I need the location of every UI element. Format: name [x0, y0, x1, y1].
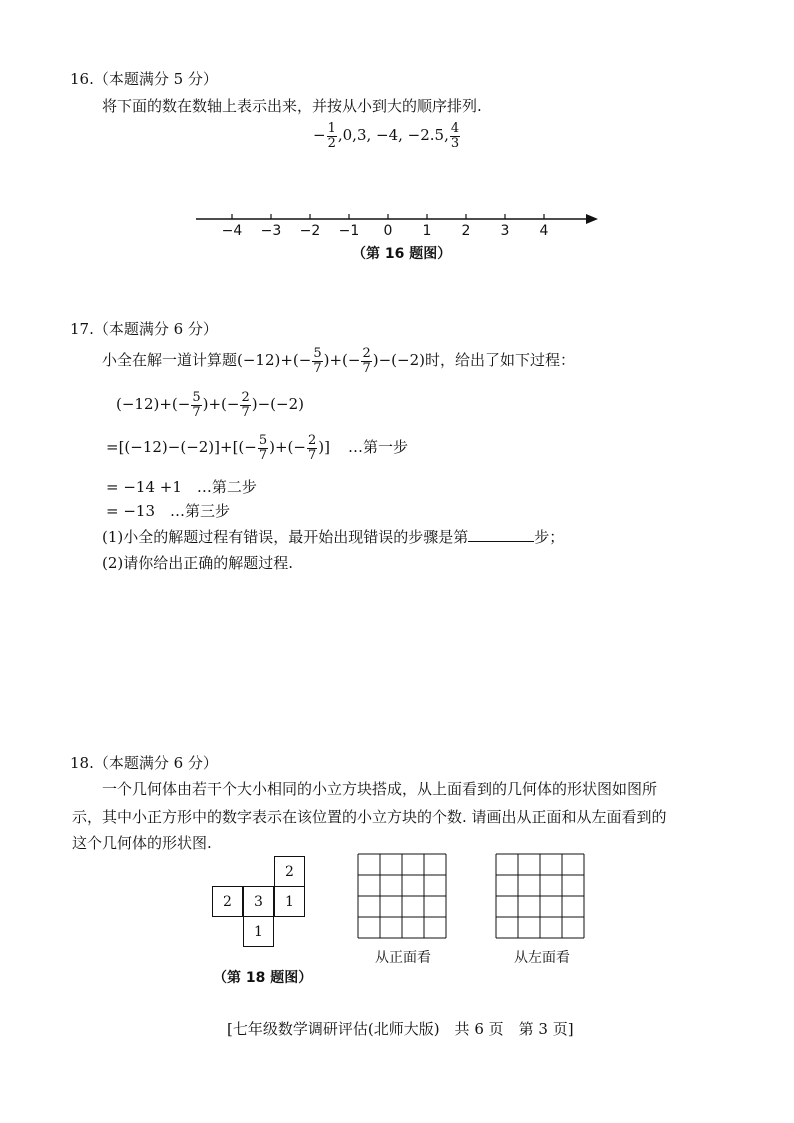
answer-blank[interactable]	[468, 527, 534, 542]
q18-paragraph-line3: 这个几何体的形状图.	[72, 834, 212, 852]
q18-caption: （第 18 题图）	[213, 970, 313, 986]
fraction-2-7: $\frac{2}{7}$	[362, 346, 371, 376]
q17-line2-step1: =[(−12)−(−2)]+[(− $\frac{5}{7}$ )+(− $\frac{2}{7}$ )] …第一步	[106, 433, 408, 463]
number-line-tick-label: 1	[422, 223, 432, 239]
q16-number-list	[313, 122, 461, 150]
q16-prompt: 将下面的数在数轴上表示出来，并按从小到大的顺序排列.	[102, 97, 482, 115]
fraction-5-7: $\frac{5}{7}$	[258, 433, 268, 463]
q17-sub2: (2)请你给出正确的解题过程.	[102, 554, 294, 572]
q16-number-line	[190, 205, 610, 245]
q16-caption: （第 16 题图）	[352, 246, 452, 262]
q16-header: 16.（本题满分 5 分）	[70, 70, 218, 88]
fraction-5-7: $\frac{5}{7}$	[313, 346, 322, 376]
q18-paragraph-line1: 一个几何体由若干个大小相同的小立方块搭成，从上面看到的几何体的形状图如图所	[102, 780, 658, 798]
number-line-tick-label: −4	[221, 223, 243, 239]
number-line-tick-label: 4	[539, 223, 549, 239]
q18-paragraph-line2: 示，其中小正方形中的数字表示在该位置的小立方块的个数. 请画出从正面和从左面看到的	[72, 808, 667, 826]
fraction-2-7: $\frac{2}{7}$	[241, 390, 250, 420]
number-line-tick-label: −3	[260, 223, 282, 239]
top-view-cell: 2	[274, 856, 305, 887]
q17-line1: (−12)+(− $\frac{5}{7}$ )+(− $\frac{2}{7}$ )−(−2)	[116, 390, 305, 420]
q18-top-view	[212, 856, 308, 946]
q17-line4-step3: = −13 …第三步	[106, 502, 230, 520]
left-view-label: 从左面看	[514, 950, 570, 966]
top-view-cell: 2	[212, 886, 243, 917]
q17-header: 17.（本题满分 6 分）	[70, 320, 218, 338]
q17-sub1: (1)小全的解题过程有错误，最开始出现错误的步骤是第 步；	[102, 528, 565, 546]
q17-line3-step2: = −14 +1 …第二步	[106, 478, 257, 496]
top-view-cell: 1	[243, 916, 274, 947]
q16-fraction-one-half: $\frac{1}{2}$	[327, 121, 336, 151]
front-view-grid[interactable]	[356, 853, 448, 939]
left-view-grid[interactable]	[494, 853, 586, 939]
number-line-tick-label: 2	[461, 223, 471, 239]
q18-header: 18.（本题满分 6 分）	[70, 754, 218, 772]
number-line-tick-label: −1	[338, 223, 360, 239]
number-line-tick-label: 3	[500, 223, 510, 239]
top-view-cell: 3	[243, 886, 274, 917]
number-line-tick-label: −2	[299, 223, 321, 239]
arrow-right-icon	[586, 214, 598, 224]
q16-neg-sign: −	[313, 126, 326, 145]
top-view-cell: 1	[274, 886, 305, 917]
q16-fraction-four-thirds: $\frac{4}{3}$	[450, 121, 460, 151]
q17-intro: 小全在解一道计算题(−12)+(− $\frac{5}{7}$ )+(− $\frac{2}{7}$ )−(−2)时，给出了如下过程：	[102, 346, 576, 376]
page-footer: [七年级数学调研评估(北师大版) 共 6 页 第 3 页]	[227, 1020, 574, 1038]
fraction-2-7: $\frac{2}{7}$	[307, 433, 317, 463]
q16-middle-numbers: ,0,3, −4, −2.5,	[337, 126, 449, 145]
fraction-5-7: $\frac{5}{7}$	[192, 390, 201, 420]
front-view-label: 从正面看	[375, 950, 431, 966]
number-line-tick-label: 0	[383, 223, 393, 239]
